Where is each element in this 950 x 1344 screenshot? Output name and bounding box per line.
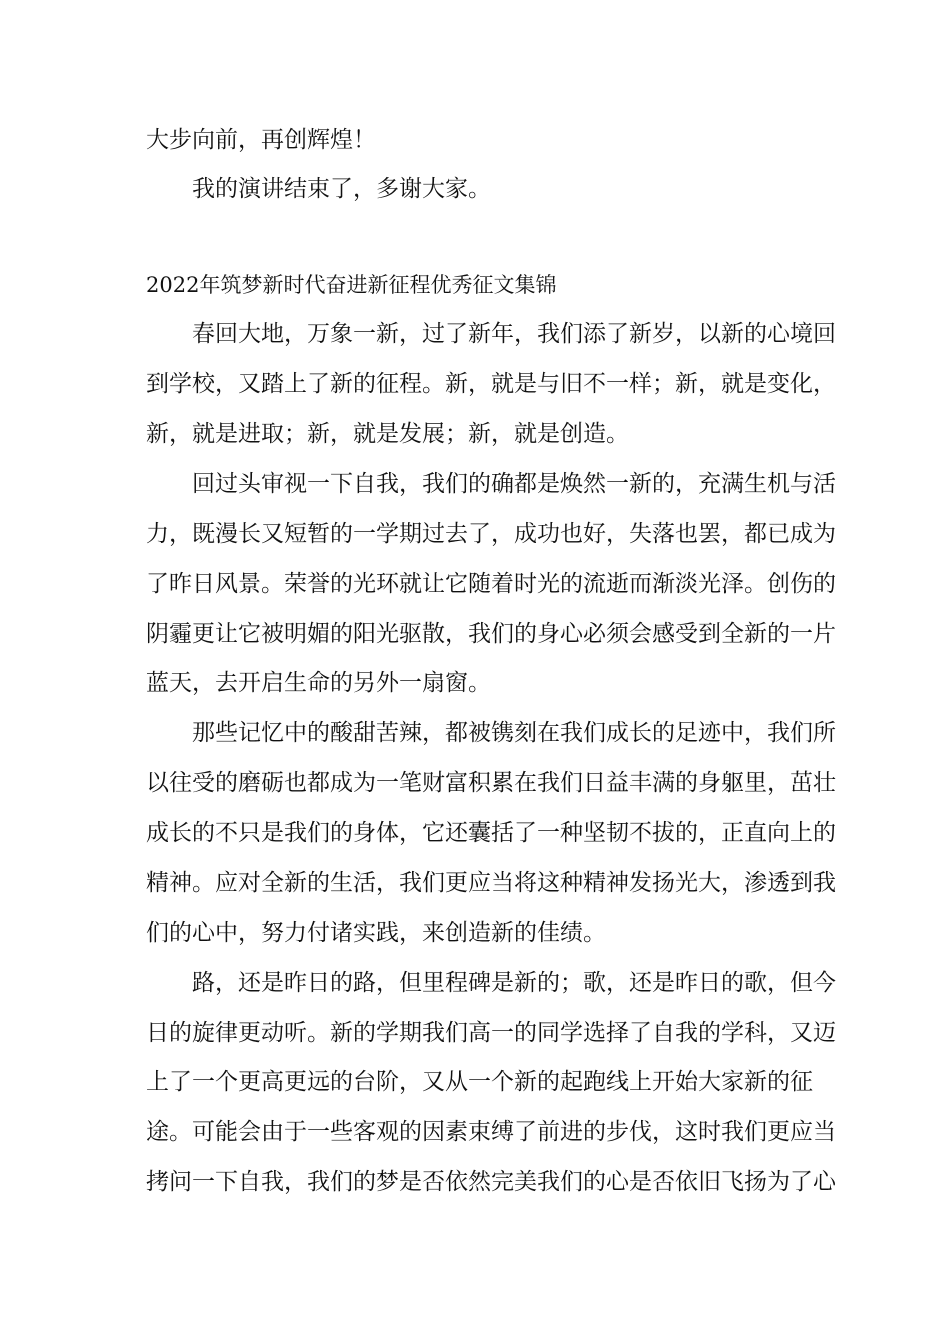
- paragraph-4-line: 路，还是昨日的路，但里程碑是新的；歌，还是昨日的歌，但今: [192, 970, 836, 996]
- paragraph-4-line: 日的旋律更动听。新的学期我们高一的同学选择了自我的学科，又迈: [146, 1020, 836, 1046]
- paragraph-2-line: 力，既漫长又短暂的一学期过去了，成功也好，失落也罢，都已成为: [146, 521, 836, 547]
- paragraph-4-line: 上了一个更高更远的台阶，又从一个新的起跑线上开始大家新的征: [146, 1069, 813, 1095]
- document-title: 2022年筑梦新时代奋进新征程优秀征文集锦: [146, 273, 557, 297]
- paragraph-2-line: 了昨日风景。荣誉的光环就让它随着时光的流逝而渐淡光泽。创伤的: [146, 571, 836, 597]
- paragraph-3-line: 成长的不只是我们的身体，它还囊括了一种坚韧不拔的，正直向上的: [146, 820, 836, 846]
- paragraph-2-line: 阴霾更让它被明媚的阳光驱散，我们的身心必须会感受到全新的一片: [146, 621, 836, 647]
- paragraph-2-line: 蓝天，去开启生命的另外一扇窗。: [146, 670, 491, 696]
- paragraph-3-line: 精神。应对全新的生活，我们更应当将这种精神发扬光大，渗透到我: [146, 870, 836, 896]
- paragraph-3-line: 那些记忆中的酸甜苦辣，都被镌刻在我们成长的足迹中，我们所: [192, 720, 836, 746]
- paragraph-1-line: 新，就是进取；新，就是发展；新，就是创造。: [146, 421, 629, 447]
- paragraph-4-line: 途。可能会由于一些客观的因素束缚了前进的步伐，这时我们更应当: [146, 1119, 836, 1145]
- paragraph-3-line: 们的心中，努力付诸实践，来创造新的佳绩。: [146, 920, 606, 946]
- paragraph-2-line: 回过头审视一下自我，我们的确都是焕然一新的，充满生机与活: [192, 471, 836, 497]
- previous-speech-tail: 大步向前，再创辉煌！: [146, 127, 376, 153]
- paragraph-3-line: 以往受的磨砺也都成为一笔财富积累在我们日益丰满的身躯里，茁壮: [146, 770, 836, 796]
- paragraph-4-line: 拷问一下自我，我们的梦是否依然完美我们的心是否依旧飞扬为了心: [146, 1169, 836, 1195]
- previous-speech-closing: 我的演讲结束了，多谢大家。: [192, 176, 491, 202]
- paragraph-1-line: 到学校，又踏上了新的征程。新，就是与旧不一样；新，就是变化，: [146, 371, 836, 397]
- paragraph-1-line: 春回大地，万象一新，过了新年，我们添了新岁，以新的心境回: [192, 321, 836, 347]
